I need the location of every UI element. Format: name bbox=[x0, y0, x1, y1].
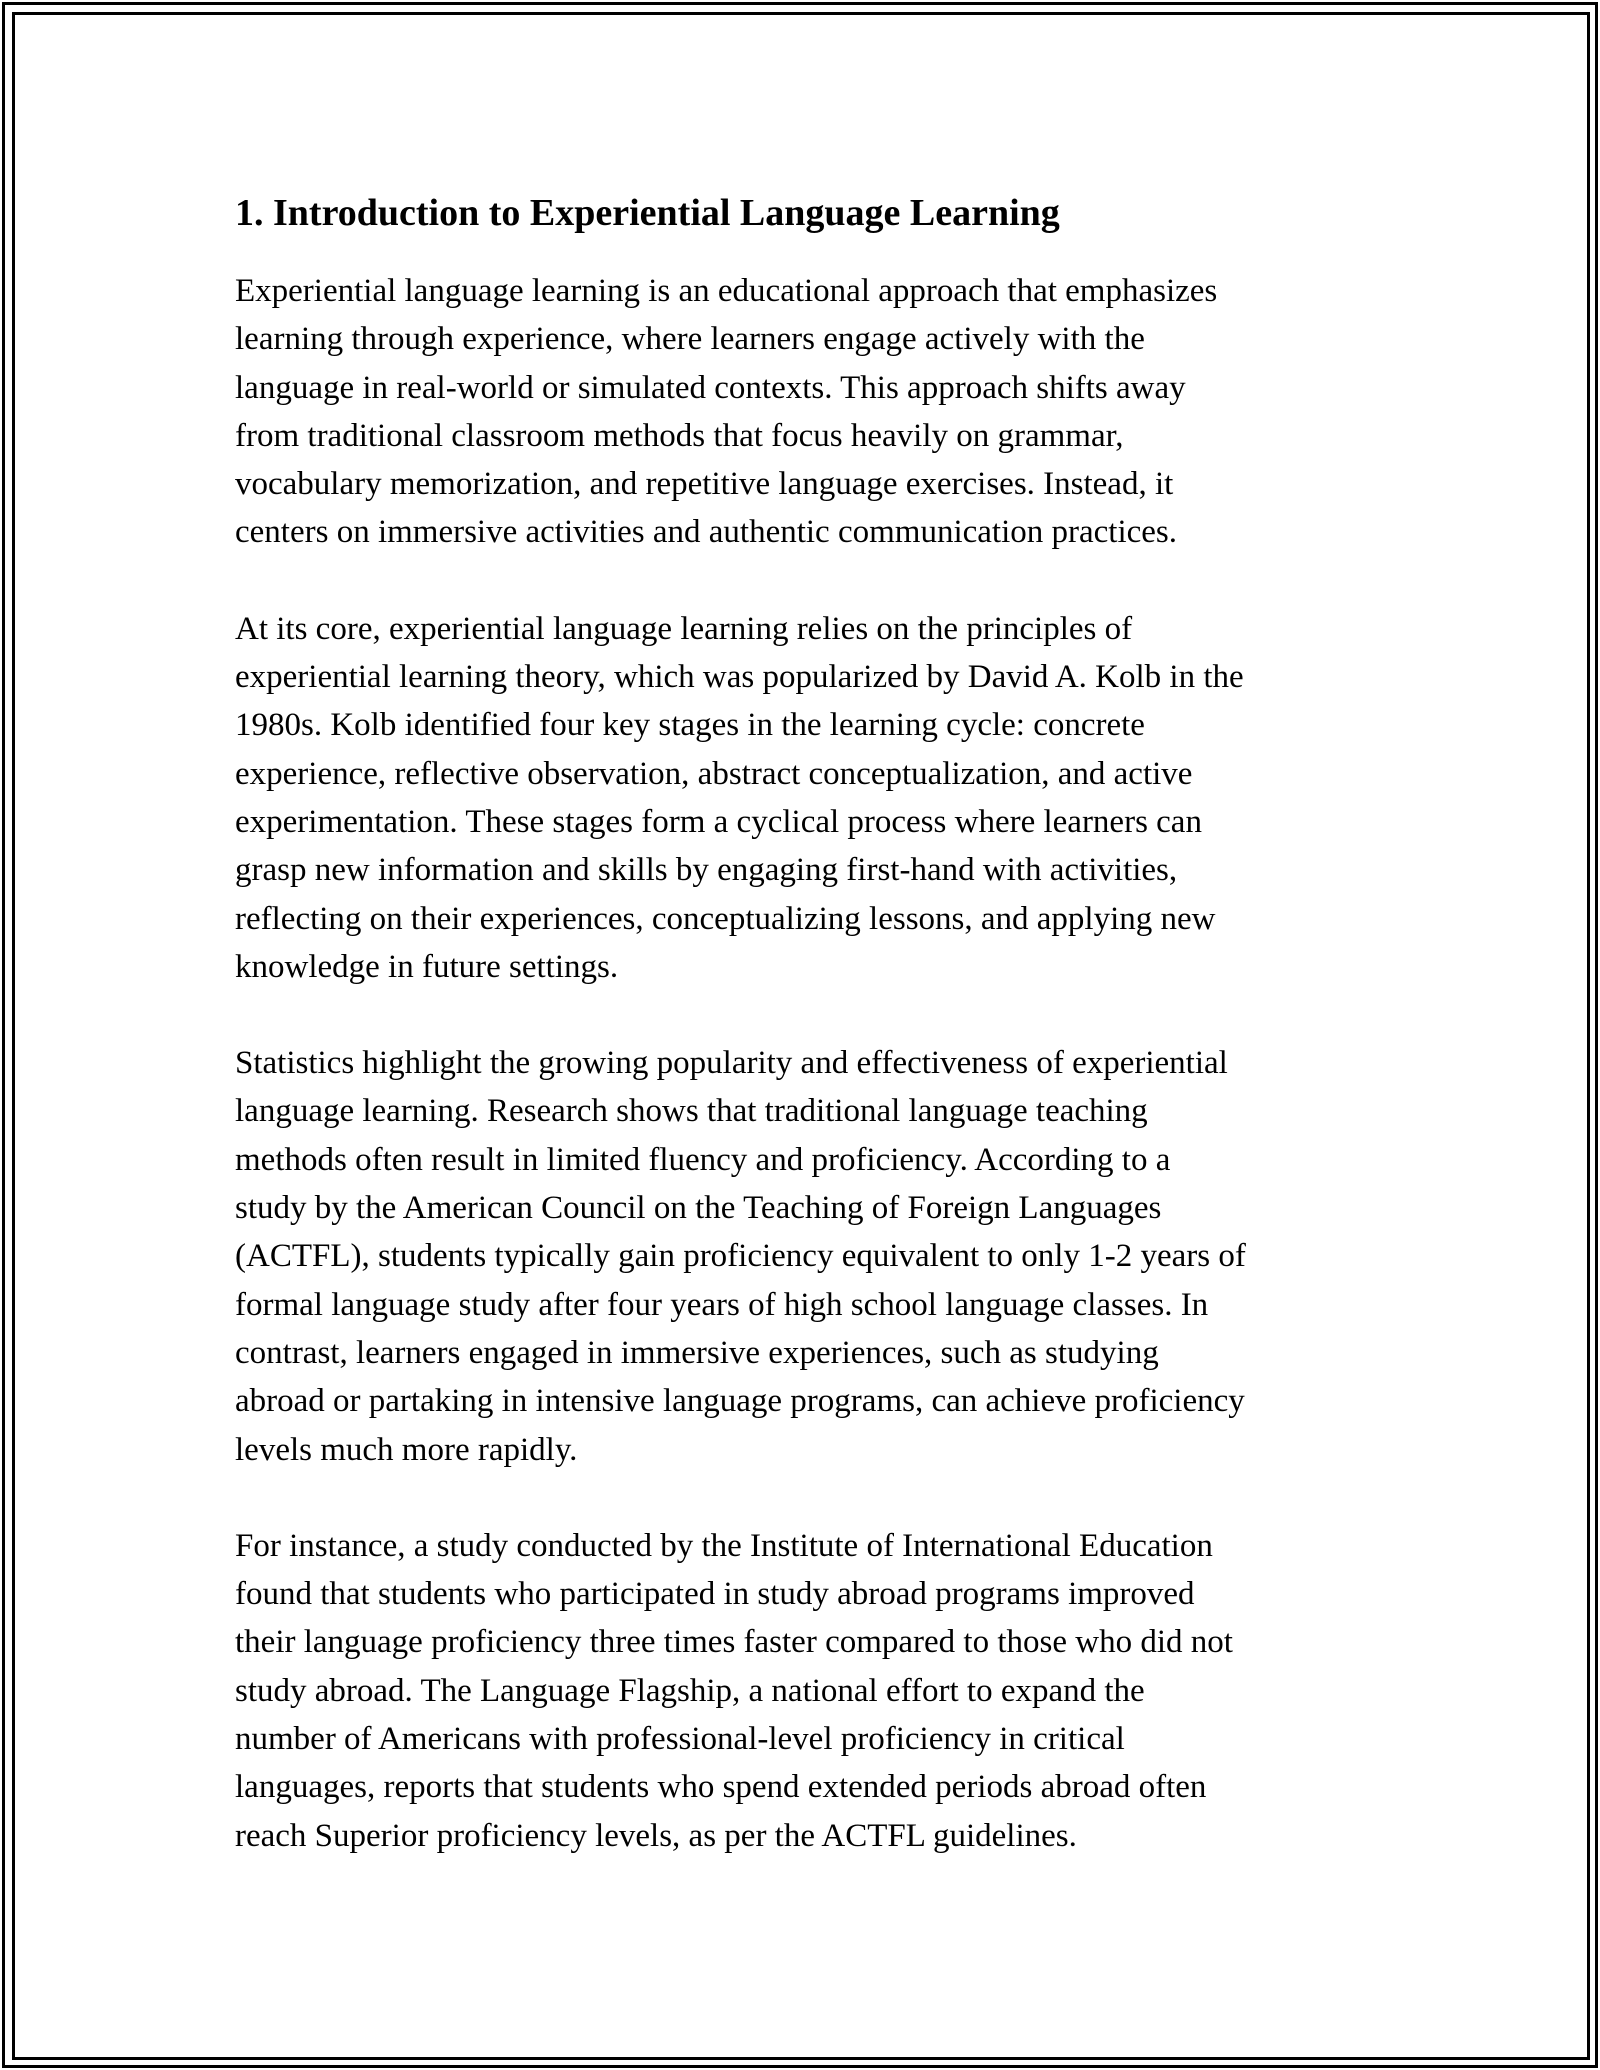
paragraph-line: For instance, a study conducted by the Institute of International Education bbox=[235, 1527, 1213, 1564]
paragraph-line: languages, reports that students who spend extended periods abroad often bbox=[235, 1769, 1207, 1806]
paragraph-line: methods often result in limited fluency and proficiency. According to a bbox=[235, 1141, 1171, 1178]
paragraph-line: Statistics highlight the growing popularity and effectiveness of experiential bbox=[235, 1045, 1228, 1082]
paragraph-line: reach Superior proficiency levels, as per the ACTFL guidelines. bbox=[235, 1817, 1077, 1854]
section-title: 1. Introduction to Experiential Language Learning bbox=[235, 192, 1060, 234]
paragraph-line: centers on immersive activities and authentic communication practices. bbox=[235, 514, 1177, 551]
paragraph-line: At its core, experiential language learning relies on the principles of bbox=[235, 610, 1133, 647]
paragraph-line: their language proficiency three times faster compared to those who did not bbox=[235, 1624, 1233, 1661]
paragraph-kolb bbox=[235, 605, 1375, 991]
paragraph-line: (ACTFL), students typically gain proficiency equivalent to only 1-2 years of bbox=[235, 1238, 1246, 1275]
paragraph-line: contrast, learners engaged in immersive experiences, such as studying bbox=[235, 1334, 1159, 1371]
paragraph-study-abroad bbox=[235, 1522, 1375, 1860]
paragraph-line: experimentation. These stages form a cyclical process where learners can bbox=[235, 803, 1202, 840]
paragraph-line: study abroad. The Language Flagship, a national effort to expand the bbox=[235, 1672, 1145, 1709]
paragraph-line: vocabulary memorization, and repetitive language exercises. Instead, it bbox=[235, 466, 1174, 503]
paragraph-line: language in real-world or simulated contexts. This approach shifts away bbox=[235, 369, 1186, 406]
paragraph-line: 1980s. Kolb identified four key stages in the learning cycle: concrete bbox=[235, 707, 1145, 744]
paragraph-line: language learning. Research shows that traditional language teaching bbox=[235, 1093, 1148, 1130]
paragraph-intro bbox=[235, 267, 1375, 557]
document-body bbox=[235, 185, 1375, 1908]
paragraph-line: experiential learning theory, which was popularized by David A. Kolb in the bbox=[235, 659, 1244, 696]
paragraph-line: from traditional classroom methods that focus heavily on grammar, bbox=[235, 417, 1124, 454]
paragraph-line: abroad or partaking in intensive language programs, can achieve proficiency bbox=[235, 1383, 1245, 1420]
paragraph-line: study by the American Council on the Teaching of Foreign Languages bbox=[235, 1190, 1162, 1227]
paragraph-line: number of Americans with professional-level proficiency in critical bbox=[235, 1721, 1125, 1758]
paragraph-line: reflecting on their experiences, conceptualizing lessons, and applying new bbox=[235, 900, 1216, 937]
paragraph-statistics bbox=[235, 1039, 1375, 1474]
paragraph-line: found that students who participated in study abroad programs improved bbox=[235, 1576, 1195, 1613]
paragraph-line: formal language study after four years of high school language classes. In bbox=[235, 1286, 1209, 1323]
paragraph-line: levels much more rapidly. bbox=[235, 1431, 578, 1468]
paragraph-line: learning through experience, where learners engage actively with the bbox=[235, 321, 1145, 358]
paragraph-line: experience, reflective observation, abstract conceptualization, and active bbox=[235, 755, 1193, 792]
paragraph-line: Experiential language learning is an educational approach that emphasizes bbox=[235, 273, 1218, 309]
paragraph-line: grasp new information and skills by engaging first-hand with activities, bbox=[235, 852, 1178, 889]
paragraph-line: knowledge in future settings. bbox=[235, 948, 619, 985]
